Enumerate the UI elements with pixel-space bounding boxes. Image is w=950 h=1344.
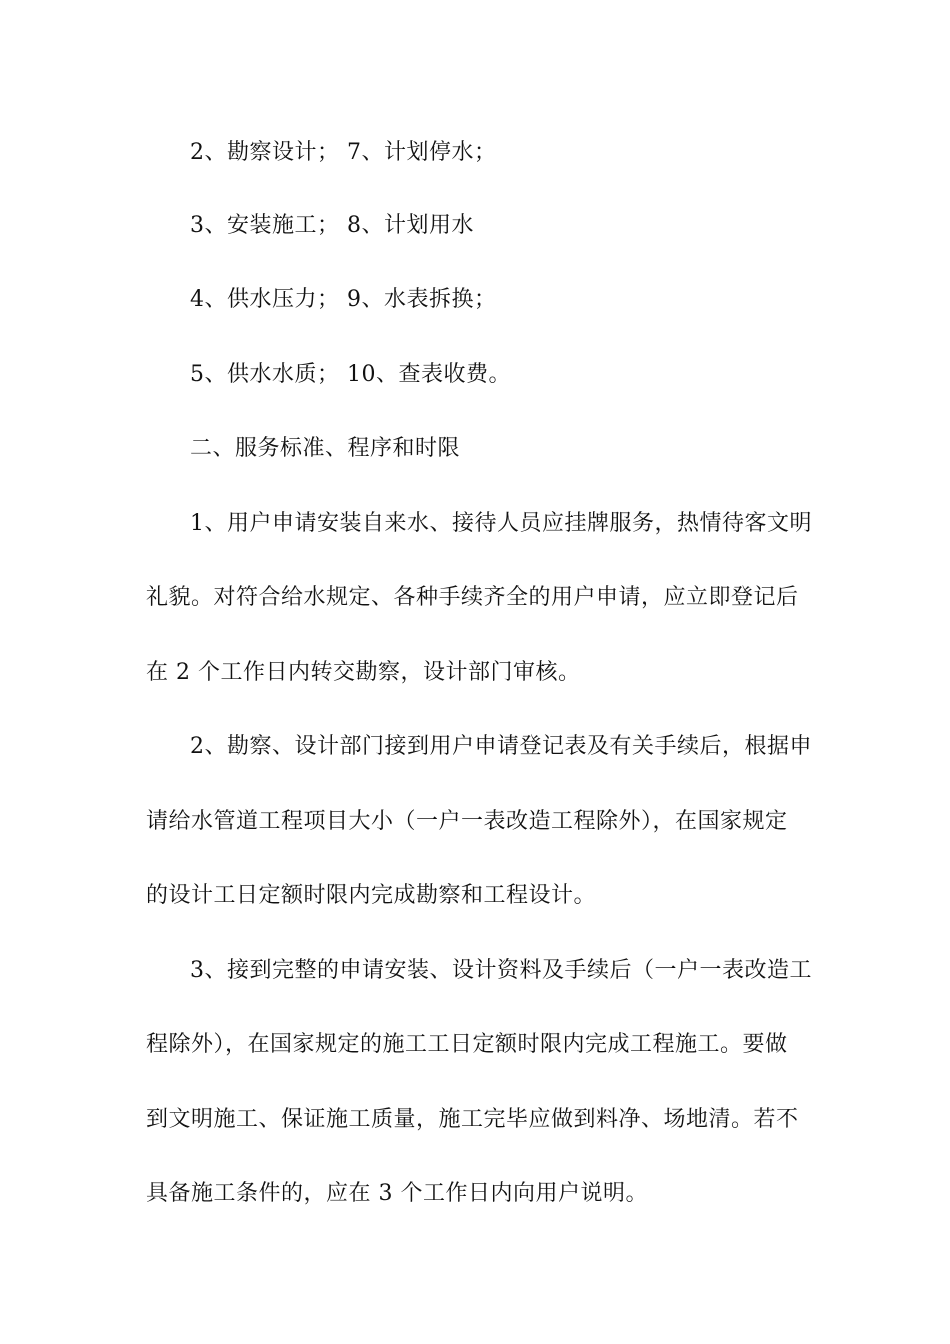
paragraph-1-line-1: 1、用户申请安装自来水、接待人员应挂牌服务，热情待客文明 xyxy=(190,511,812,536)
paragraph-3-line-2: 程除外），在国家规定的施工工日定额时限内完成工程施工。要做 xyxy=(146,1032,788,1057)
list-item-4-9: 4、供水压力； 9、水表拆换； xyxy=(190,287,497,312)
paragraph-2-line-3: 的设计工日定额时限内完成勘察和工程设计。 xyxy=(146,883,597,908)
paragraph-1-line-3: 在 2 个工作日内转交勘察，设计部门审核。 xyxy=(146,660,581,685)
list-item-5-10: 5、供水水质； 10、查表收费。 xyxy=(190,362,511,387)
paragraph-3-line-4: 具备施工条件的，应在 3 个工作日内向用户说明。 xyxy=(146,1181,648,1206)
paragraph-1-line-2: 礼貌。对符合给水规定、各种手续齐全的用户申请，应立即登记后 xyxy=(146,585,799,610)
list-item-2-7: 2、勘察设计； 7、计划停水； xyxy=(190,140,497,165)
paragraph-3-line-1: 3、接到完整的申请安装、设计资料及手续后（一户一表改造工 xyxy=(190,958,812,983)
section-heading: 二、服务标准、程序和时限 xyxy=(190,436,461,461)
paragraph-2-line-2: 请给水管道工程项目大小（一户一表改造工程除外），在国家规定 xyxy=(146,809,788,834)
list-item-3-8: 3、安装施工； 8、计划用水 xyxy=(190,213,474,238)
paragraph-2-line-1: 2、勘察、设计部门接到用户申请登记表及有关手续后，根据申 xyxy=(190,734,812,759)
paragraph-3-line-3: 到文明施工、保证施工质量，施工完毕应做到料净、场地清。若不 xyxy=(146,1107,799,1132)
